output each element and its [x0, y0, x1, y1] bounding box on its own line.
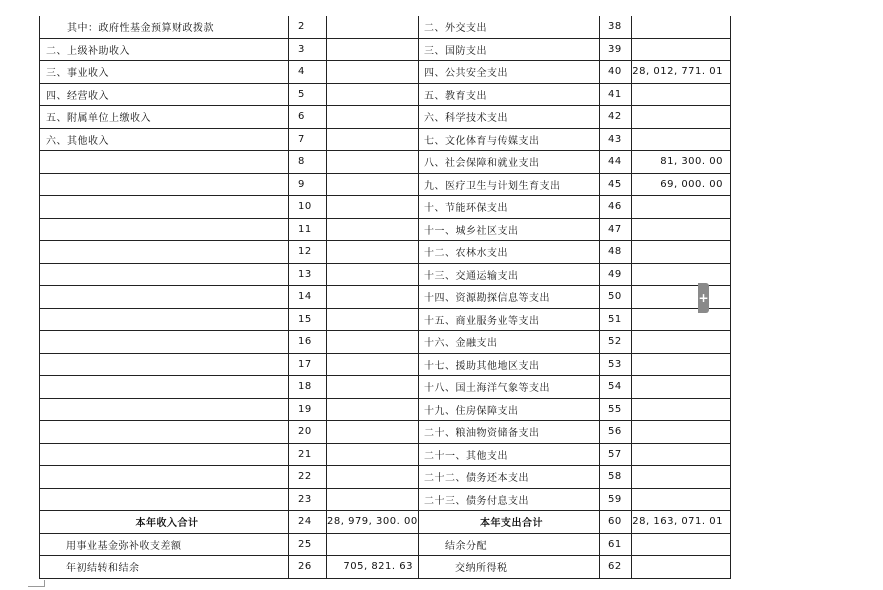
cell-c1: 14: [289, 286, 327, 309]
cell-c1: 6: [289, 106, 327, 129]
table-row: [40, 398, 731, 421]
plus-icon: +: [698, 291, 709, 305]
cell-c3: 十、节能环保支出: [419, 196, 600, 219]
cell-c1: 24: [289, 511, 327, 534]
cell-c3: 十七、援助其他地区支出: [419, 353, 600, 376]
cell-c5: 28, 163, 071. 01: [632, 511, 731, 534]
cell-c2: [327, 331, 419, 354]
cell-c5: [632, 128, 731, 151]
cell-c5: 28, 012, 771. 01: [632, 61, 731, 84]
cell-c5: [632, 38, 731, 61]
cell-c3: 结余分配: [419, 533, 600, 556]
cell-c5: [632, 443, 731, 466]
cell-c1: 20: [289, 421, 327, 444]
cell-c5: [632, 83, 731, 106]
cell-c4: 52: [600, 331, 632, 354]
cell-c1: 21: [289, 443, 327, 466]
cell-c1: 2: [289, 16, 327, 38]
table-row: [40, 83, 731, 106]
table-row: [40, 16, 731, 38]
cell-c2: [327, 286, 419, 309]
cell-c3: 三、国防支出: [419, 38, 600, 61]
cell-c1: 19: [289, 398, 327, 421]
cell-c4: 54: [600, 376, 632, 399]
cell-c3: 二十、粮油物资储备支出: [419, 421, 600, 444]
cell-c5: [632, 398, 731, 421]
cell-c5: [632, 533, 731, 556]
cell-c2: [327, 466, 419, 489]
cell-c0: 五、附属单位上缴收入: [40, 106, 289, 129]
cell-c1: 13: [289, 263, 327, 286]
cell-c5: [632, 308, 731, 331]
cell-c5: [632, 196, 731, 219]
cell-c2: [327, 106, 419, 129]
table-row: [40, 173, 731, 196]
table-row: [40, 286, 731, 309]
cell-c0: 三、事业收入: [40, 61, 289, 84]
cell-c4: 62: [600, 556, 632, 579]
cell-c2: 705, 821. 63: [327, 556, 419, 579]
cell-c5: [632, 16, 731, 38]
budget-table: [39, 16, 731, 579]
cell-c3: 五、教育支出: [419, 83, 600, 106]
cell-c4: 59: [600, 488, 632, 511]
cell-c3: 二十一、其他支出: [419, 443, 600, 466]
cell-c5: [632, 263, 731, 286]
cell-c4: 42: [600, 106, 632, 129]
table-row: [40, 196, 731, 219]
cell-c1: 17: [289, 353, 327, 376]
cell-c1: 25: [289, 533, 327, 556]
table-row: [40, 151, 731, 174]
cell-c3: 八、社会保障和就业支出: [419, 151, 600, 174]
cell-c3: 二、外交支出: [419, 16, 600, 38]
cell-c5: [632, 241, 731, 264]
cell-c2: [327, 533, 419, 556]
cell-c0: [40, 173, 289, 196]
cell-c0: [40, 443, 289, 466]
cell-c3: 十三、交通运输支出: [419, 263, 600, 286]
cell-c3: 六、科学技术支出: [419, 106, 600, 129]
cell-c4: 41: [600, 83, 632, 106]
cell-c2: [327, 173, 419, 196]
cell-c2: [327, 196, 419, 219]
cell-c0: [40, 466, 289, 489]
cell-c2: [327, 83, 419, 106]
cell-c5: [632, 556, 731, 579]
table-row: [40, 38, 731, 61]
cell-c1: 8: [289, 151, 327, 174]
table-row: [40, 308, 731, 331]
cell-c1: 5: [289, 83, 327, 106]
cell-c4: 53: [600, 353, 632, 376]
cell-c4: 40: [600, 61, 632, 84]
cell-c0: 本年收入合计: [40, 511, 289, 534]
cell-c2: [327, 488, 419, 511]
table-row: [40, 128, 731, 151]
cell-c5: [632, 421, 731, 444]
cell-c0: 用事业基金弥补收支差额: [40, 533, 289, 556]
cell-c2: [327, 61, 419, 84]
cell-c4: 50: [600, 286, 632, 309]
cell-c5: [632, 353, 731, 376]
cell-c4: 39: [600, 38, 632, 61]
cell-c2: [327, 308, 419, 331]
table-row: [40, 61, 731, 84]
table-row: [40, 421, 731, 444]
cell-c1: 7: [289, 128, 327, 151]
cell-c4: 51: [600, 308, 632, 331]
cell-c2: [327, 151, 419, 174]
cell-c1: 22: [289, 466, 327, 489]
cell-c4: 57: [600, 443, 632, 466]
page-corner-mark-vertical: [44, 580, 45, 587]
cell-c4: 60: [600, 511, 632, 534]
cell-c3: 七、文化体育与传媒支出: [419, 128, 600, 151]
cell-c2: [327, 16, 419, 38]
cell-c3: 本年支出合计: [419, 511, 600, 534]
cell-c1: 15: [289, 308, 327, 331]
cell-c0: [40, 421, 289, 444]
cell-c4: 38: [600, 16, 632, 38]
cell-c0: [40, 376, 289, 399]
cell-c4: 43: [600, 128, 632, 151]
cell-c0: [40, 308, 289, 331]
cell-c3: 十八、国土海洋气象等支出: [419, 376, 600, 399]
cell-c3: 二十二、债务还本支出: [419, 466, 600, 489]
cell-c2: [327, 398, 419, 421]
cell-c3: 十九、住房保障支出: [419, 398, 600, 421]
cell-c0: [40, 196, 289, 219]
cell-c1: 3: [289, 38, 327, 61]
cell-c0: [40, 263, 289, 286]
table-row: [40, 556, 731, 579]
cell-c5: 81, 300. 00: [632, 151, 731, 174]
expand-panel-button[interactable]: [698, 283, 709, 313]
cell-c2: [327, 353, 419, 376]
cell-c3: 九、医疗卫生与计划生育支出: [419, 173, 600, 196]
cell-c4: 44: [600, 151, 632, 174]
cell-c2: [327, 218, 419, 241]
cell-c0: 年初结转和结余: [40, 556, 289, 579]
cell-c4: 58: [600, 466, 632, 489]
cell-c2: [327, 421, 419, 444]
cell-c5: [632, 286, 731, 309]
page-corner-mark: [28, 586, 44, 587]
cell-c3: 四、公共安全支出: [419, 61, 600, 84]
cell-c1: 18: [289, 376, 327, 399]
cell-c0: 六、其他收入: [40, 128, 289, 151]
table-row: [40, 488, 731, 511]
cell-c2: [327, 376, 419, 399]
cell-c0: [40, 488, 289, 511]
cell-c5: [632, 488, 731, 511]
cell-c1: 11: [289, 218, 327, 241]
cell-c1: 23: [289, 488, 327, 511]
cell-c1: 26: [289, 556, 327, 579]
cell-c5: [632, 218, 731, 241]
cell-c1: 12: [289, 241, 327, 264]
cell-c5: [632, 106, 731, 129]
cell-c0: 四、经营收入: [40, 83, 289, 106]
cell-c1: 10: [289, 196, 327, 219]
cell-c3: 二十三、债务付息支出: [419, 488, 600, 511]
table-row: [40, 511, 731, 534]
table-row: [40, 106, 731, 129]
cell-c5: [632, 376, 731, 399]
cell-c0: [40, 331, 289, 354]
cell-c0: [40, 241, 289, 264]
cell-c5: [632, 331, 731, 354]
cell-c2: [327, 263, 419, 286]
cell-c3: 十二、农林水支出: [419, 241, 600, 264]
table-row: [40, 353, 731, 376]
cell-c4: 55: [600, 398, 632, 421]
cell-c1: 16: [289, 331, 327, 354]
cell-c2: [327, 128, 419, 151]
cell-c0: [40, 151, 289, 174]
cell-c4: 48: [600, 241, 632, 264]
cell-c3: 十五、商业服务业等支出: [419, 308, 600, 331]
table-row: [40, 263, 731, 286]
cell-c1: 9: [289, 173, 327, 196]
cell-c4: 47: [600, 218, 632, 241]
cell-c2: [327, 38, 419, 61]
cell-c4: 56: [600, 421, 632, 444]
cell-c3: 十一、城乡社区支出: [419, 218, 600, 241]
cell-c2: [327, 443, 419, 466]
table-row: [40, 241, 731, 264]
table-row: [40, 443, 731, 466]
cell-c5: 69, 000. 00: [632, 173, 731, 196]
cell-c3: 交纳所得税: [419, 556, 600, 579]
cell-c0: [40, 353, 289, 376]
cell-c5: [632, 466, 731, 489]
cell-c0: 其中：政府性基金预算财政拨款: [40, 16, 289, 38]
table-row: [40, 218, 731, 241]
cell-c3: 十六、金融支出: [419, 331, 600, 354]
table-row: [40, 331, 731, 354]
cell-c4: 49: [600, 263, 632, 286]
table-row: [40, 533, 731, 556]
cell-c0: [40, 398, 289, 421]
cell-c1: 4: [289, 61, 327, 84]
cell-c0: 二、上级补助收入: [40, 38, 289, 61]
cell-c4: 45: [600, 173, 632, 196]
table-row: [40, 376, 731, 399]
cell-c0: [40, 218, 289, 241]
cell-c4: 46: [600, 196, 632, 219]
cell-c3: 十四、资源勘探信息等支出: [419, 286, 600, 309]
cell-c2: [327, 241, 419, 264]
cell-c2: 28, 979, 300. 00: [327, 511, 419, 534]
cell-c4: 61: [600, 533, 632, 556]
cell-c0: [40, 286, 289, 309]
table-row: [40, 466, 731, 489]
